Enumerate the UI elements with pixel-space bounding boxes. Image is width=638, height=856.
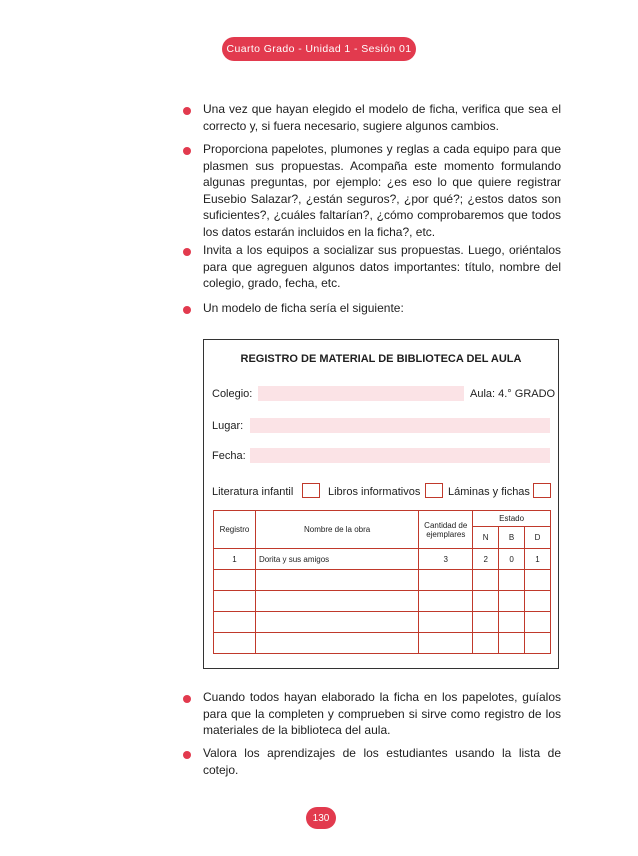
header-d: D [525,527,551,549]
bullet-icon [183,695,191,703]
table-row [214,591,551,612]
register-table [213,510,551,654]
cell-cantidad: 3 [419,549,473,570]
paragraph-socialize-proposals: Invita a los equipos a socializar sus propuestas. Luego, oriéntalos para que agreguen algunos datos importantes: título, nombre del colegio, grado, fecha, etc. [203,243,561,290]
colegio-field[interactable] [258,386,464,401]
fecha-label: Fecha: [212,450,246,462]
aula-label: Aula: 4.° GRADO [470,388,556,400]
page-number: 130 [306,807,336,829]
header-b: B [499,527,525,549]
category-literatura-checkbox[interactable] [302,483,320,498]
header-registro: Registro [214,511,256,549]
fecha-field[interactable] [250,448,550,463]
category-laminas-label: Láminas y fichas [448,486,530,498]
bullet-icon [183,751,191,759]
category-informativos-checkbox[interactable] [425,483,443,498]
table-row [214,549,551,570]
category-literatura-label: Literatura infantil [212,486,294,498]
cell-registro: 1 [214,549,256,570]
unit-header-badge: Cuarto Grado - Unidad 1 - Sesión 01 [222,37,416,61]
paragraph-complete-register: Cuando todos hayan elaborado la ficha en los papelotes, guíalos para que la completen y comprueben si sirve como registro de los materiales de la biblioteca del aula. [203,690,561,737]
table-row [214,633,551,654]
cell-nombre: Dorita y sus amigos [255,549,418,570]
form-title: REGISTRO DE MATERIAL DE BIBLIOTECA DEL AULA [240,353,522,365]
header-cantidad: Cantidad de ejemplares [419,511,473,549]
paragraph-model-intro: Un modelo de ficha sería el siguiente: [203,301,404,315]
cell-d: 1 [525,549,551,570]
colegio-label: Colegio: [212,388,253,400]
table-row [214,570,551,591]
bullet-icon [183,248,191,256]
paragraph-assess-learning: Valora los aprendizajes de los estudiantes usando la lista de cotejo. [203,746,561,777]
category-informativos-label: Libros informativos [328,486,421,498]
cell-b: 0 [499,549,525,570]
paragraph-provide-materials: Proporciona papelotes, plumones y reglas a cada equipo para que plasmen sus propuestas. Acompaña este momento formulando algunas preguntas, por ejemplo: ¿es eso lo que quiere registrar Eusebio Salazar?, ¿están seguros?, ¿por qué?; ¿estos datos son suficientes?, ¿cuáles faltarían?, ¿cómo comprobaremos que todos los datos estarán incluidos en la ficha?, etc. [203,142,561,239]
lugar-label: Lugar: [212,420,244,432]
paragraph-verify-model: Una vez que hayan elegido el modelo de ficha, verifica que sea el correcto y, si fuera necesario, sugiere algunos cambios. [203,102,561,133]
lugar-field[interactable] [250,418,550,433]
cell-n: 2 [473,549,499,570]
library-register-form [203,339,559,669]
header-n: N [473,527,499,549]
bullet-icon [183,306,191,314]
bullet-icon [183,147,191,155]
header-estado: Estado [473,511,551,527]
header-nombre: Nombre de la obra [255,511,418,549]
bullet-icon [183,107,191,115]
table-row [214,612,551,633]
category-laminas-checkbox[interactable] [533,483,551,498]
